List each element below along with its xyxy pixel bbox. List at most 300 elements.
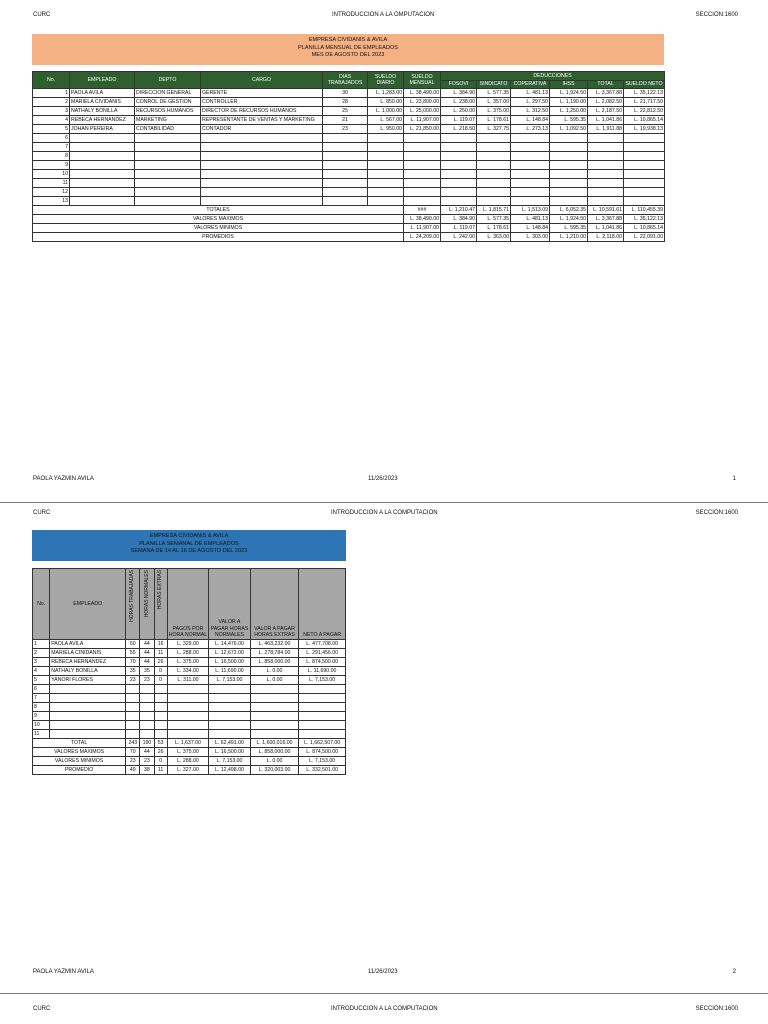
col-header-diario: SUELDO DIARIO (368, 72, 404, 89)
table-cell: L. 357.00 (477, 98, 511, 107)
table-cell: REBECA HERNANDEZ (70, 116, 135, 125)
table-cell: 10 (33, 721, 50, 730)
table-cell (140, 703, 154, 712)
summary-cell: 38 (140, 766, 154, 775)
table-cell (441, 179, 477, 188)
table-cell (368, 134, 404, 143)
table-cell: L. 0.00 (250, 667, 299, 676)
summary-label: TOTALES (33, 206, 404, 215)
summary-cell: L. 595.35 (550, 224, 588, 233)
table-cell: L. 35,122.13 (624, 89, 665, 98)
table-cell: 25 (323, 107, 368, 116)
table-cell: 44 (140, 640, 154, 649)
table-cell: L. 7,153.00 (209, 676, 251, 685)
table-row (33, 134, 665, 143)
table-cell: L. 23,800.00 (404, 98, 441, 107)
table-cell (209, 685, 251, 694)
table-cell (588, 152, 624, 161)
table-cell (167, 721, 209, 730)
table-cell (550, 134, 588, 143)
table-cell: 6 (33, 685, 50, 694)
table-row (33, 125, 665, 134)
col-header-horas-normales (140, 569, 154, 640)
table-cell (550, 170, 588, 179)
col-header-cooperativa: COPERATIVA (511, 81, 550, 89)
table-cell: 6 (33, 134, 70, 143)
table-cell: L. 1,250.00 (550, 107, 588, 116)
table-cell (368, 143, 404, 152)
summary-cell: L. 38,490.00 (404, 215, 441, 224)
summary-cell: L. 1,924.50 (550, 215, 588, 224)
table-cell (511, 143, 550, 152)
table-cell: 1 (33, 89, 70, 98)
table-cell (624, 152, 665, 161)
table-cell (70, 143, 135, 152)
table-row (33, 667, 346, 676)
table-cell (368, 188, 404, 197)
summary-cell: L. 7,153.00 (209, 757, 251, 766)
col-header-empleado: EMPLEADO (50, 569, 126, 640)
table-cell: L. 11,690.00 (209, 667, 251, 676)
table-cell (588, 161, 624, 170)
table-cell: L. 1,283.00 (368, 89, 404, 98)
table-cell: DIRECTOR DE RECURSOS HUMANOS (201, 107, 323, 116)
table-cell: L. 12,672.00 (209, 649, 251, 658)
page-1 (0, 0, 768, 502)
summary-cell: L. 62,491.00 (209, 739, 251, 748)
table-cell: L. 1,924.50 (550, 89, 588, 98)
table-cell (588, 179, 624, 188)
summary-cell: L. 1,662,507.00 (299, 739, 346, 748)
table-cell: MARKETING (135, 116, 201, 125)
sheet1-title-line: MES DE AGOSTO DEL 2023 (311, 52, 385, 59)
table-cell: L. 297.50 (511, 98, 550, 107)
table-cell: L. 21,717.50 (624, 98, 665, 107)
summary-cell: L. 3,367.88 (588, 215, 624, 224)
table-cell (135, 170, 201, 179)
table-cell (441, 134, 477, 143)
col-header-dias: DIAS TRABAJADOS (323, 72, 368, 89)
table-cell: 23 (323, 125, 368, 134)
weekly-payroll-table (32, 568, 346, 775)
table-cell (135, 188, 201, 197)
table-cell (441, 161, 477, 170)
col-header-neto: SUELDO NETO (625, 81, 663, 87)
header-center: INTRODUCCION A LA COMPUTACION (331, 1006, 438, 1012)
summary-cell: L. 148.84 (511, 224, 550, 233)
table-cell: 12 (33, 188, 70, 197)
table-cell: 4 (33, 667, 50, 676)
table-cell (154, 694, 167, 703)
table-row (33, 170, 665, 179)
summary-cell: 243 (126, 739, 140, 748)
summary-cell: L. 375.00 (167, 748, 209, 757)
table-cell: L. 463,232.00 (250, 640, 299, 649)
summary-cell: L. 35,122.13 (624, 215, 665, 224)
table-cell: 8 (33, 152, 70, 161)
table-cell (299, 703, 346, 712)
table-cell: 23 (140, 676, 154, 685)
table-row (33, 676, 346, 685)
table-cell (511, 161, 550, 170)
table-cell: 35 (126, 667, 140, 676)
table-cell (624, 197, 665, 206)
table-cell: L. 327.75 (477, 125, 511, 134)
table-cell: L. 950.00 (368, 125, 404, 134)
summary-cell: L. 858,000.00 (250, 748, 299, 757)
table-cell (154, 730, 167, 739)
summary-cell: L. 1,637.00 (167, 739, 209, 748)
table-cell (404, 188, 441, 197)
table-cell (441, 170, 477, 179)
table-cell: 11 (33, 179, 70, 188)
summary-cell: 70 (126, 748, 140, 757)
table-cell (588, 197, 624, 206)
table-cell (140, 721, 154, 730)
table-row (33, 703, 346, 712)
summary-row (33, 757, 346, 766)
table-cell: 21 (323, 116, 368, 125)
table-cell (404, 161, 441, 170)
table-cell (209, 694, 251, 703)
table-cell: L. 3,367.88 (588, 89, 624, 98)
horas-normales-label: HORAS NORMALES (143, 570, 150, 618)
table-cell: 35 (140, 667, 154, 676)
table-cell (201, 143, 323, 152)
table-cell (511, 179, 550, 188)
summary-cell: L. 12,498.00 (209, 766, 251, 775)
table-cell (323, 143, 368, 152)
table-cell: L. 384.90 (441, 89, 477, 98)
summary-cell: L. 110,455.39 (624, 206, 665, 215)
table-cell: L. 874,500.00 (299, 658, 346, 667)
table-row (33, 179, 665, 188)
table-cell: REBECA HERNANDEZ (50, 658, 126, 667)
table-cell (201, 197, 323, 206)
table-cell (588, 143, 624, 152)
table-cell: 60 (126, 640, 140, 649)
summary-cell: L. 242.00 (441, 233, 477, 242)
table-cell: 7 (33, 143, 70, 152)
summary-cell: L. 22,091.00 (624, 233, 665, 242)
table-cell: 2 (33, 98, 70, 107)
table-cell (250, 712, 299, 721)
table-cell: L. 273.13 (511, 125, 550, 134)
table-cell (477, 179, 511, 188)
table-cell (588, 170, 624, 179)
summary-label: TOTAL (33, 739, 126, 748)
table-cell: L. 375.00 (167, 658, 209, 667)
table-cell (135, 179, 201, 188)
summary-cell: ### (404, 206, 441, 215)
summary-cell: L. 1,210.47 (441, 206, 477, 215)
table-cell (404, 152, 441, 161)
table-cell: L. 119.07 (441, 116, 477, 125)
table-cell (299, 730, 346, 739)
summary-cell: 23 (140, 757, 154, 766)
table-cell (201, 134, 323, 143)
header-right: SECCION:1600 (695, 12, 738, 18)
table-cell: L. 25,000.00 (404, 107, 441, 116)
summary-label: VALORES MINIMOS (33, 224, 404, 233)
table-cell: 55 (126, 649, 140, 658)
summary-cell: L. 10,591.61 (588, 206, 624, 215)
table-cell (154, 685, 167, 694)
table-cell: L. 288.00 (167, 649, 209, 658)
table-cell: L. 1,190.00 (550, 98, 588, 107)
table-row (33, 649, 346, 658)
table-cell: L. 850.00 (368, 98, 404, 107)
table-cell (323, 152, 368, 161)
table-cell: L. 7,153.00 (299, 676, 346, 685)
table-cell (624, 161, 665, 170)
summary-cell: L. 7,153.00 (299, 757, 346, 766)
col-header-pagos-hora: PAGOS POR HORA NORMAL (167, 569, 209, 640)
header-right: SECCION:1600 (695, 1006, 738, 1012)
table-row (33, 640, 346, 649)
table-cell: L. 1,092.50 (550, 125, 588, 134)
table-cell: L. 2,187.50 (588, 107, 624, 116)
table-cell: 30 (323, 89, 368, 98)
summary-cell: L. 481.13 (511, 215, 550, 224)
header-left: CURC (33, 1006, 51, 1012)
table-cell (477, 188, 511, 197)
table-cell (201, 179, 323, 188)
summary-cell: 23 (126, 757, 140, 766)
col-header-no: No. (33, 569, 50, 640)
table-cell: CONTROLLER (201, 98, 323, 107)
table-cell: NATHALY BONILLA (50, 667, 126, 676)
summary-cell: L. 0.00 (250, 757, 299, 766)
table-cell: L. 858,000.00 (250, 658, 299, 667)
footer-page-number: 2 (732, 969, 736, 975)
table-cell: L. 218.50 (441, 125, 477, 134)
table-cell: NATHALY BONILLA (70, 107, 135, 116)
table-cell (201, 170, 323, 179)
table-row (33, 712, 346, 721)
table-row (33, 721, 346, 730)
table-cell: 9 (33, 161, 70, 170)
table-cell (323, 170, 368, 179)
table-cell: 10 (33, 170, 70, 179)
table-cell: L. 334.00 (167, 667, 209, 676)
summary-cell: L. 1,600,016.00 (250, 739, 299, 748)
table-cell: L. 1,000.00 (368, 107, 404, 116)
table-cell: L. 291,456.00 (299, 649, 346, 658)
table-cell (154, 721, 167, 730)
page-2 (0, 503, 768, 993)
table-cell: L. 477,708.00 (299, 640, 346, 649)
table-cell (167, 685, 209, 694)
summary-cell: L. 320,003.00 (250, 766, 299, 775)
table-cell (477, 143, 511, 152)
table-cell (209, 721, 251, 730)
table-cell (250, 703, 299, 712)
table-cell: 28 (323, 98, 368, 107)
sheet2-title-band (32, 530, 346, 561)
table-cell (209, 730, 251, 739)
table-cell (550, 197, 588, 206)
summary-cell: L. 6,052.35 (550, 206, 588, 215)
table-cell (511, 134, 550, 143)
summary-cell: L. 303.00 (511, 233, 550, 242)
table-cell (323, 179, 368, 188)
table-cell (135, 152, 201, 161)
table-cell (299, 712, 346, 721)
table-row (33, 98, 665, 107)
table-row (33, 107, 665, 116)
table-cell: 16 (154, 640, 167, 649)
col-header-empleado: EMPLEADO (70, 72, 135, 89)
table-cell: 44 (140, 649, 154, 658)
col-header-valor-normales: VALOR A PAGAR HORAS NORMALES (209, 569, 251, 640)
table-cell: 11 (33, 730, 50, 739)
monthly-payroll-table (32, 71, 665, 242)
table-cell: 23 (126, 676, 140, 685)
table-cell: L. 19,938.13 (624, 125, 665, 134)
table-cell (323, 161, 368, 170)
table-cell (588, 188, 624, 197)
table-cell: 70 (126, 658, 140, 667)
summary-label: VALORES MAXIMOS (33, 748, 126, 757)
summary-cell: 53 (154, 739, 167, 748)
table-cell (299, 721, 346, 730)
table-cell: 2 (33, 649, 50, 658)
table-cell (477, 197, 511, 206)
footer-page-number: 1 (732, 476, 736, 482)
table-row (33, 152, 665, 161)
table-cell (50, 730, 126, 739)
table-cell: L. 2,082.50 (588, 98, 624, 107)
table-cell: REPRESENTANTE DE VENTAS Y MARKETING (201, 116, 323, 125)
table-cell (368, 170, 404, 179)
table-cell: JOHAN PEREIRA (70, 125, 135, 134)
table-cell (126, 730, 140, 739)
table-cell (404, 197, 441, 206)
summary-label: PROMEDIOS (33, 233, 404, 242)
table-cell: L. 1,041.86 (588, 116, 624, 125)
table-cell (299, 685, 346, 694)
table-cell (50, 694, 126, 703)
table-cell (477, 152, 511, 161)
table-cell (550, 161, 588, 170)
table-cell: YANORI FLORES (50, 676, 126, 685)
sheet2-title-line: SEMANA DE 14 AL 16 DE AGOSTO DEL 2023 (130, 548, 248, 555)
col-header-neto: NETO A PAGAR (299, 569, 346, 640)
table-cell: L. 148.84 (511, 116, 550, 125)
summary-cell: L. 1,041.86 (588, 224, 624, 233)
summary-cell: 49 (126, 766, 140, 775)
summary-row (33, 233, 665, 242)
table-cell: 44 (140, 658, 154, 667)
table-cell (209, 712, 251, 721)
table-cell (126, 721, 140, 730)
table-cell (511, 152, 550, 161)
footer-center: 11/26/2023 (368, 476, 398, 482)
table-cell (135, 134, 201, 143)
table-cell: L. 10,865.14 (624, 116, 665, 125)
summary-row (33, 206, 665, 215)
summary-cell: L. 332,501.00 (299, 766, 346, 775)
horas-extras-label: HORAS EXTRAS (157, 570, 164, 610)
table-cell: GERENTE (201, 89, 323, 98)
table-cell (368, 161, 404, 170)
table-cell: RECURSOS HUMANOS (135, 107, 201, 116)
sheet1-title-line: PLANILLA MENSUAL DE EMPLEADOS (298, 44, 398, 51)
table-cell: L. 11,907.00 (404, 116, 441, 125)
table-cell: 5 (33, 125, 70, 134)
col-header-no: No. (33, 72, 70, 89)
table-cell (323, 197, 368, 206)
summary-label: PROMEDIO (33, 766, 126, 775)
table-cell (441, 152, 477, 161)
table-cell (70, 161, 135, 170)
horas-trabajadas-label: HORAS TRABAJADAS (129, 570, 136, 622)
summary-row (33, 215, 665, 224)
table-cell (154, 703, 167, 712)
summary-cell: L. 2,118.00 (588, 233, 624, 242)
table-cell: 9 (33, 712, 50, 721)
table-row (33, 658, 346, 667)
col-header-sindicato: SINDICATO (477, 81, 511, 89)
summary-cell: L. 11,907.00 (404, 224, 441, 233)
table-cell (550, 188, 588, 197)
summary-cell: 26 (154, 748, 167, 757)
table-cell (167, 730, 209, 739)
table-cell: CONTADOR (201, 125, 323, 134)
table-cell (126, 703, 140, 712)
footer-left: PAOLA YAZMIN AVILA (33, 969, 94, 975)
summary-cell: L. 119.07 (441, 224, 477, 233)
footer-left: PAOLA YAZMIN AVILA (33, 476, 94, 482)
table-cell: L. 311.00 (167, 676, 209, 685)
table-cell (511, 197, 550, 206)
table-cell: L. 21,850.00 (404, 125, 441, 134)
table-cell: 3 (33, 107, 70, 116)
table-row (33, 89, 665, 98)
table-cell: MARIELA CINIDANIS (50, 649, 126, 658)
table-row (33, 161, 665, 170)
summary-cell: L. 363.00 (477, 233, 511, 242)
table-cell (70, 170, 135, 179)
table-cell: L. 11,690.00 (299, 667, 346, 676)
table-cell (201, 188, 323, 197)
table-cell (477, 134, 511, 143)
table-cell (135, 197, 201, 206)
table-cell: L. 481.13 (511, 89, 550, 98)
table-cell: L. 38,490.00 (404, 89, 441, 98)
table-cell (624, 188, 665, 197)
table-cell (140, 712, 154, 721)
header-center: INTRODUCCION A LA COMPUTACION (331, 510, 438, 516)
table-cell (140, 730, 154, 739)
table-cell (441, 143, 477, 152)
table-cell (70, 179, 135, 188)
col-header-deducciones: DEDUCCIONES (441, 72, 665, 81)
table-cell (201, 161, 323, 170)
summary-row (33, 766, 346, 775)
table-cell (404, 134, 441, 143)
table-cell (588, 134, 624, 143)
table-cell (250, 721, 299, 730)
table-cell (477, 170, 511, 179)
table-cell (50, 703, 126, 712)
summary-row (33, 224, 665, 233)
header-center: INTRODUCCION A LA OMPUTACION (332, 12, 435, 18)
summary-cell: L. 1,513.09 (511, 206, 550, 215)
table-cell: MARIELA CIVIDANIS (70, 98, 135, 107)
table-cell (126, 685, 140, 694)
